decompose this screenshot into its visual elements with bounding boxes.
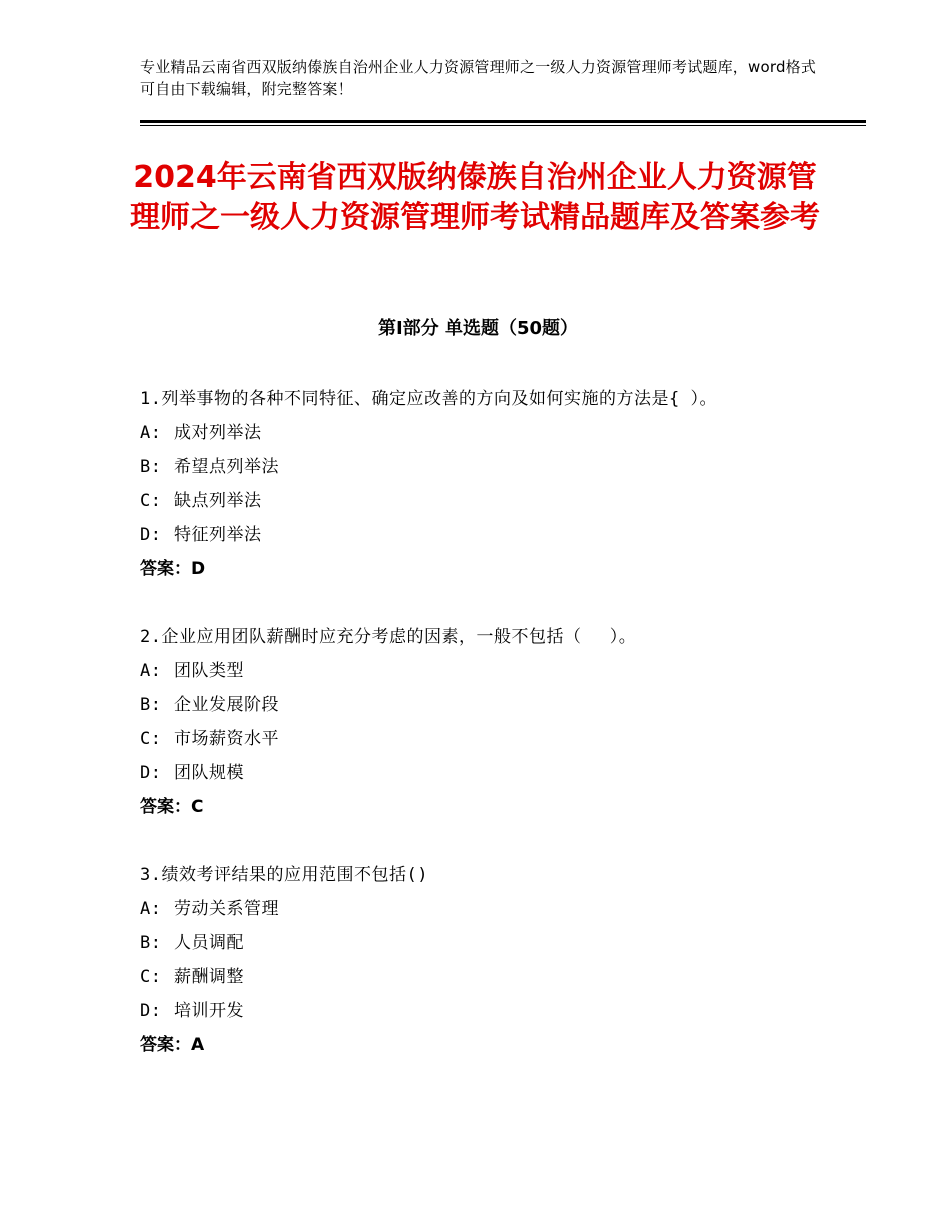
- option-label: D:: [140, 525, 162, 545]
- question-stem: 2.企业应用团队薪酬时应充分考虑的因素，一般不包括（ ）。: [140, 627, 637, 647]
- option-c: [140, 722, 820, 756]
- option-text: 人员调配: [174, 933, 244, 953]
- answer: 答案：D: [140, 559, 206, 579]
- option-label: C:: [140, 967, 162, 987]
- option-b: [140, 926, 820, 960]
- answer: 答案：C: [140, 797, 204, 817]
- option-label: B:: [140, 933, 162, 953]
- document-title: 2024年云南省西双版纳傣族自治州企业人力资源管理师之一级人力资源管理师考试精品题库及答案参考: [130, 160, 820, 235]
- option-label: C:: [140, 491, 162, 511]
- option-label: A:: [140, 899, 162, 919]
- option-d: [140, 518, 820, 552]
- option-label: D:: [140, 1001, 162, 1021]
- option-label: B:: [140, 457, 162, 477]
- option-a: [140, 654, 820, 688]
- question-2: [140, 620, 820, 824]
- option-text: 缺点列举法: [174, 491, 262, 511]
- option-d: [140, 756, 820, 790]
- question-list: [140, 382, 820, 1096]
- section-title: 第Ⅰ部分 单选题（50题）: [377, 318, 578, 339]
- question-stem: 3.绩效考评结果的应用范围不包括(): [140, 865, 428, 885]
- option-a: [140, 416, 820, 450]
- header-rule-thin: [140, 125, 866, 126]
- option-label: A:: [140, 423, 162, 443]
- option-text: 成对列举法: [174, 423, 262, 443]
- option-text: 企业发展阶段: [174, 695, 279, 715]
- option-c: [140, 484, 820, 518]
- question-stem: 1.列举事物的各种不同特征、确定应改善的方向及如何实施的方法是{ ）。: [140, 389, 717, 409]
- option-text: 团队类型: [174, 661, 244, 681]
- option-a: [140, 892, 820, 926]
- answer: 答案：A: [140, 1035, 205, 1055]
- option-text: 劳动关系管理: [174, 899, 279, 919]
- option-text: 希望点列举法: [174, 457, 279, 477]
- option-b: [140, 688, 820, 722]
- header-note: 专业精品云南省西双版纳傣族自治州企业人力资源管理师之一级人力资源管理师考试题库，word格式可自由下载编辑，附完整答案！: [140, 58, 817, 98]
- option-label: A:: [140, 661, 162, 681]
- option-text: 市场薪资水平: [174, 729, 279, 749]
- option-text: 培训开发: [174, 1001, 244, 1021]
- header-rule-thick: [140, 120, 866, 123]
- option-text: 特征列举法: [174, 525, 262, 545]
- option-b: [140, 450, 820, 484]
- option-c: [140, 960, 820, 994]
- option-text: 薪酬调整: [174, 967, 244, 987]
- option-label: D:: [140, 763, 162, 783]
- option-text: 团队规模: [174, 763, 244, 783]
- question-1: [140, 382, 820, 586]
- option-label: C:: [140, 729, 162, 749]
- option-label: B:: [140, 695, 162, 715]
- option-d: [140, 994, 820, 1028]
- question-3: [140, 858, 820, 1062]
